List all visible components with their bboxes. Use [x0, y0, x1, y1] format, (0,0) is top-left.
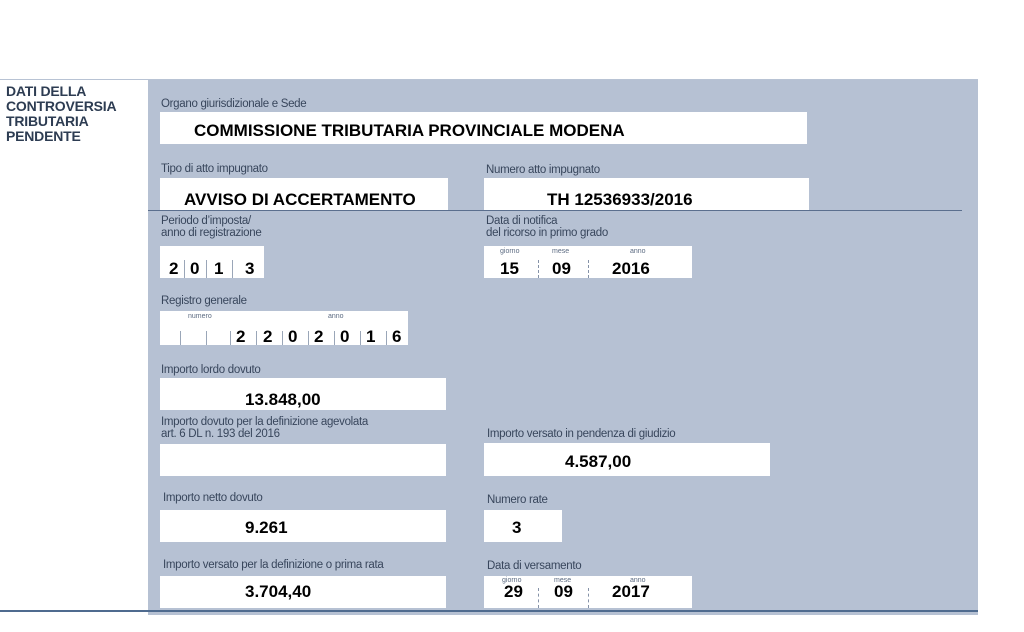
registro-generale-label: Registro generale — [161, 295, 247, 307]
periodo-digit: 1 — [214, 259, 224, 278]
anno-caption: anno — [630, 577, 646, 584]
importo-lordo-label: Importo lordo dovuto — [161, 364, 261, 376]
digit-separator — [360, 331, 361, 345]
digit-separator — [230, 331, 231, 345]
mese-caption: mese — [552, 248, 570, 255]
tipo-atto-field[interactable] — [160, 178, 448, 210]
digit-separator — [386, 331, 387, 345]
registro-anno-digit: 6 — [392, 327, 402, 346]
digit-separator — [180, 331, 181, 345]
organo-value: COMMISSIONE TRIBUTARIA PROVINCIALE MODENA — [194, 121, 625, 140]
digit-separator — [232, 260, 233, 278]
giorno-caption: giorno — [500, 248, 520, 255]
importo-agevolata-label: Importo dovuto per la definizione agevolata art. 6 DL n. 193 del 2016 — [161, 416, 369, 440]
numero-rate-value: 3 — [512, 518, 522, 537]
giorno-caption: giorno — [502, 577, 522, 584]
periodo-digit: 3 — [245, 259, 255, 278]
importo-prima-rata-label: Importo versato per la definizione o prima rata — [163, 559, 384, 571]
anno-caption: anno — [630, 248, 646, 255]
data-notifica-label: Data di notifica del ricorso in primo grado — [486, 215, 608, 239]
date-separator — [588, 588, 589, 608]
periodo-imposta-field[interactable] — [160, 246, 264, 278]
organo-field[interactable] — [160, 112, 807, 144]
registro-anno-digit: 2 — [314, 327, 324, 346]
tipo-atto-label: Tipo di atto impugnato — [161, 163, 268, 175]
notifica-giorno: 15 — [500, 259, 519, 278]
numero-rate-label: Numero rate — [487, 494, 548, 506]
registro-numero-digit: 2 — [236, 327, 246, 346]
versamento-anno: 2017 — [612, 582, 650, 601]
notifica-anno: 2016 — [612, 259, 650, 278]
date-separator — [588, 260, 589, 278]
periodo-digit: 0 — [190, 259, 200, 278]
middle-rule — [148, 210, 962, 211]
importo-netto-value: 9.261 — [245, 518, 288, 537]
importo-netto-field[interactable] — [160, 510, 446, 542]
importo-lordo-field[interactable] — [160, 378, 446, 410]
periodo-imposta-label: Periodo d’imposta/ anno di registrazione — [161, 215, 262, 239]
digit-separator — [256, 331, 257, 345]
date-separator — [538, 588, 539, 608]
importo-pendenza-label: Importo versato in pendenza di giudizio — [487, 428, 676, 440]
numero-rate-field[interactable] — [484, 510, 562, 542]
registro-numero-digit: 0 — [288, 327, 298, 346]
registro-anno-digit: 0 — [340, 327, 350, 346]
data-versamento-field[interactable] — [484, 576, 692, 608]
digit-separator — [334, 331, 335, 345]
registro-generale-field[interactable] — [160, 311, 408, 345]
digit-separator — [184, 260, 185, 278]
section-title: DATI DELLA CONTROVERSIA TRIBUTARIA PENDENTE — [6, 83, 116, 144]
importo-prima-rata-field[interactable] — [160, 576, 446, 608]
date-separator — [538, 260, 539, 278]
digit-separator — [282, 331, 283, 345]
numero-caption: numero — [188, 313, 212, 320]
versamento-mese: 09 — [554, 582, 573, 601]
bottom-rule — [0, 610, 978, 612]
numero-atto-field[interactable] — [484, 178, 809, 210]
importo-pendenza-value: 4.587,00 — [565, 452, 632, 471]
importo-netto-label: Importo netto dovuto — [163, 492, 263, 504]
anno-caption: anno — [328, 313, 344, 320]
registro-anno-digit: 1 — [366, 327, 376, 346]
digit-separator — [308, 331, 309, 345]
organo-label: Organo giurisdizionale e Sede — [161, 98, 307, 110]
importo-agevolata-field[interactable] — [160, 444, 446, 476]
numero-atto-value: TH 12536933/2016 — [547, 190, 693, 209]
registro-numero-digit: 2 — [263, 327, 273, 346]
notifica-mese: 09 — [552, 259, 571, 278]
numero-atto-label: Numero atto impugnato — [486, 164, 600, 176]
data-notifica-field[interactable] — [484, 246, 692, 278]
importo-pendenza-field[interactable] — [484, 443, 770, 476]
mese-caption: mese — [554, 577, 572, 584]
periodo-digit: 2 — [169, 259, 179, 278]
digit-separator — [206, 260, 207, 278]
data-versamento-label: Data di versamento — [487, 560, 582, 572]
tipo-atto-value: AVVISO DI ACCERTAMENTO — [184, 190, 416, 209]
versamento-giorno: 29 — [504, 582, 523, 601]
importo-lordo-value: 13.848,00 — [245, 390, 321, 409]
importo-prima-rata-value: 3.704,40 — [245, 582, 312, 601]
digit-separator — [206, 331, 207, 345]
